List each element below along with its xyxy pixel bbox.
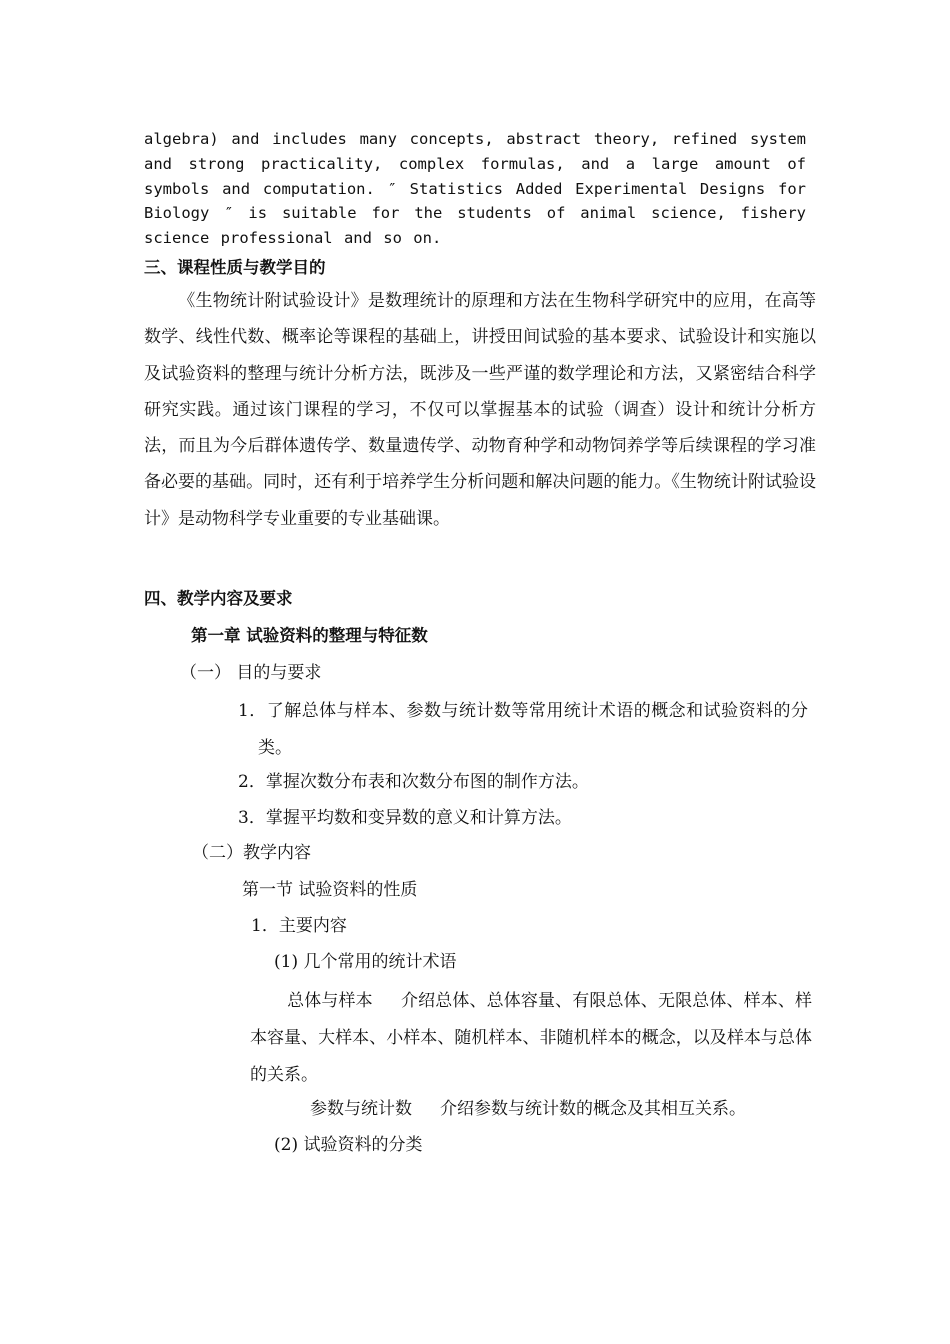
section-heading-course-nature: 三、课程性质与教学目的 <box>144 258 326 277</box>
course-nature-paragraph <box>144 283 816 537</box>
item-1-title: (1) 几个常用的统计术语 <box>274 952 457 972</box>
course-nature-text: 《生物统计附试验设计》是数理统计的原理和方法在生物科学研究中的应用，在高等数学、线性代数、概率论等课程的基础上，讲授田间试验的基本要求、试验设计和实施以及试验资料的整理与统计分析方法，既涉及一些严谨的数学理论和方法，又紧密结合科学研究实践。通过该门课程的学习，不仅可以掌握基本的试验（调查）设计和统计分析方法，而且为今后群体遗传学、数量遗传学、动物育种学和动物饲养学等后续课程的学习准备必要的基础。同时，还有利于培养学生分析问题和解决问题的能力。《生物统计附试验设计》是动物科学专业重要的专业基础课。 <box>144 291 816 529</box>
term-1-name: 总体与样本 <box>287 991 373 1011</box>
term-2-description: 介绍参数与统计数的概念及其相互关系。 <box>440 1099 746 1119</box>
item-2-title: (2) 试验资料的分类 <box>274 1135 423 1155</box>
section-1-title: 第一节 试验资料的性质 <box>242 880 418 900</box>
term-2-name: 参数与统计数 <box>310 1099 412 1119</box>
section-heading-teaching-content: 四、教学内容及要求 <box>144 589 293 608</box>
goal-item-3: 3．掌握平均数和变异数的意义和计算方法。 <box>238 808 572 828</box>
goal-item-1-text: 1．了解总体与样本、参数与统计数等常用统计术语的概念和试验资料的分类。 <box>238 701 808 758</box>
goal-item-1 <box>218 693 808 767</box>
main-content-label: 1．主要内容 <box>251 916 347 936</box>
goal-item-2: 2．掌握次数分布表和次数分布图的制作方法。 <box>238 772 589 792</box>
term-1-description: 介绍总体、总体容量、有限总体、无限总体、样本、样本容量、大样本、小样本、随机样本、非随机样本的概念，以及样本与总体的关系。 <box>250 991 813 1085</box>
content-heading: （二）教学内容 <box>192 843 311 863</box>
term-2-paragraph <box>310 1094 746 1119</box>
goals-heading: （一） 目的与要求 <box>180 663 322 683</box>
chapter-title: 第一章 试验资料的整理与特征数 <box>191 626 428 645</box>
english-abstract-paragraph: algebra) and includes many concepts, abstract theory, refined system and strong practicality, complex formulas, and a large amount of symbols and computation. ″ Statistics Added Experimental Designs for Biology ″ is suitable for the students of animal science, fishery science professional and so on. <box>144 130 806 248</box>
term-1-paragraph <box>250 983 812 1094</box>
